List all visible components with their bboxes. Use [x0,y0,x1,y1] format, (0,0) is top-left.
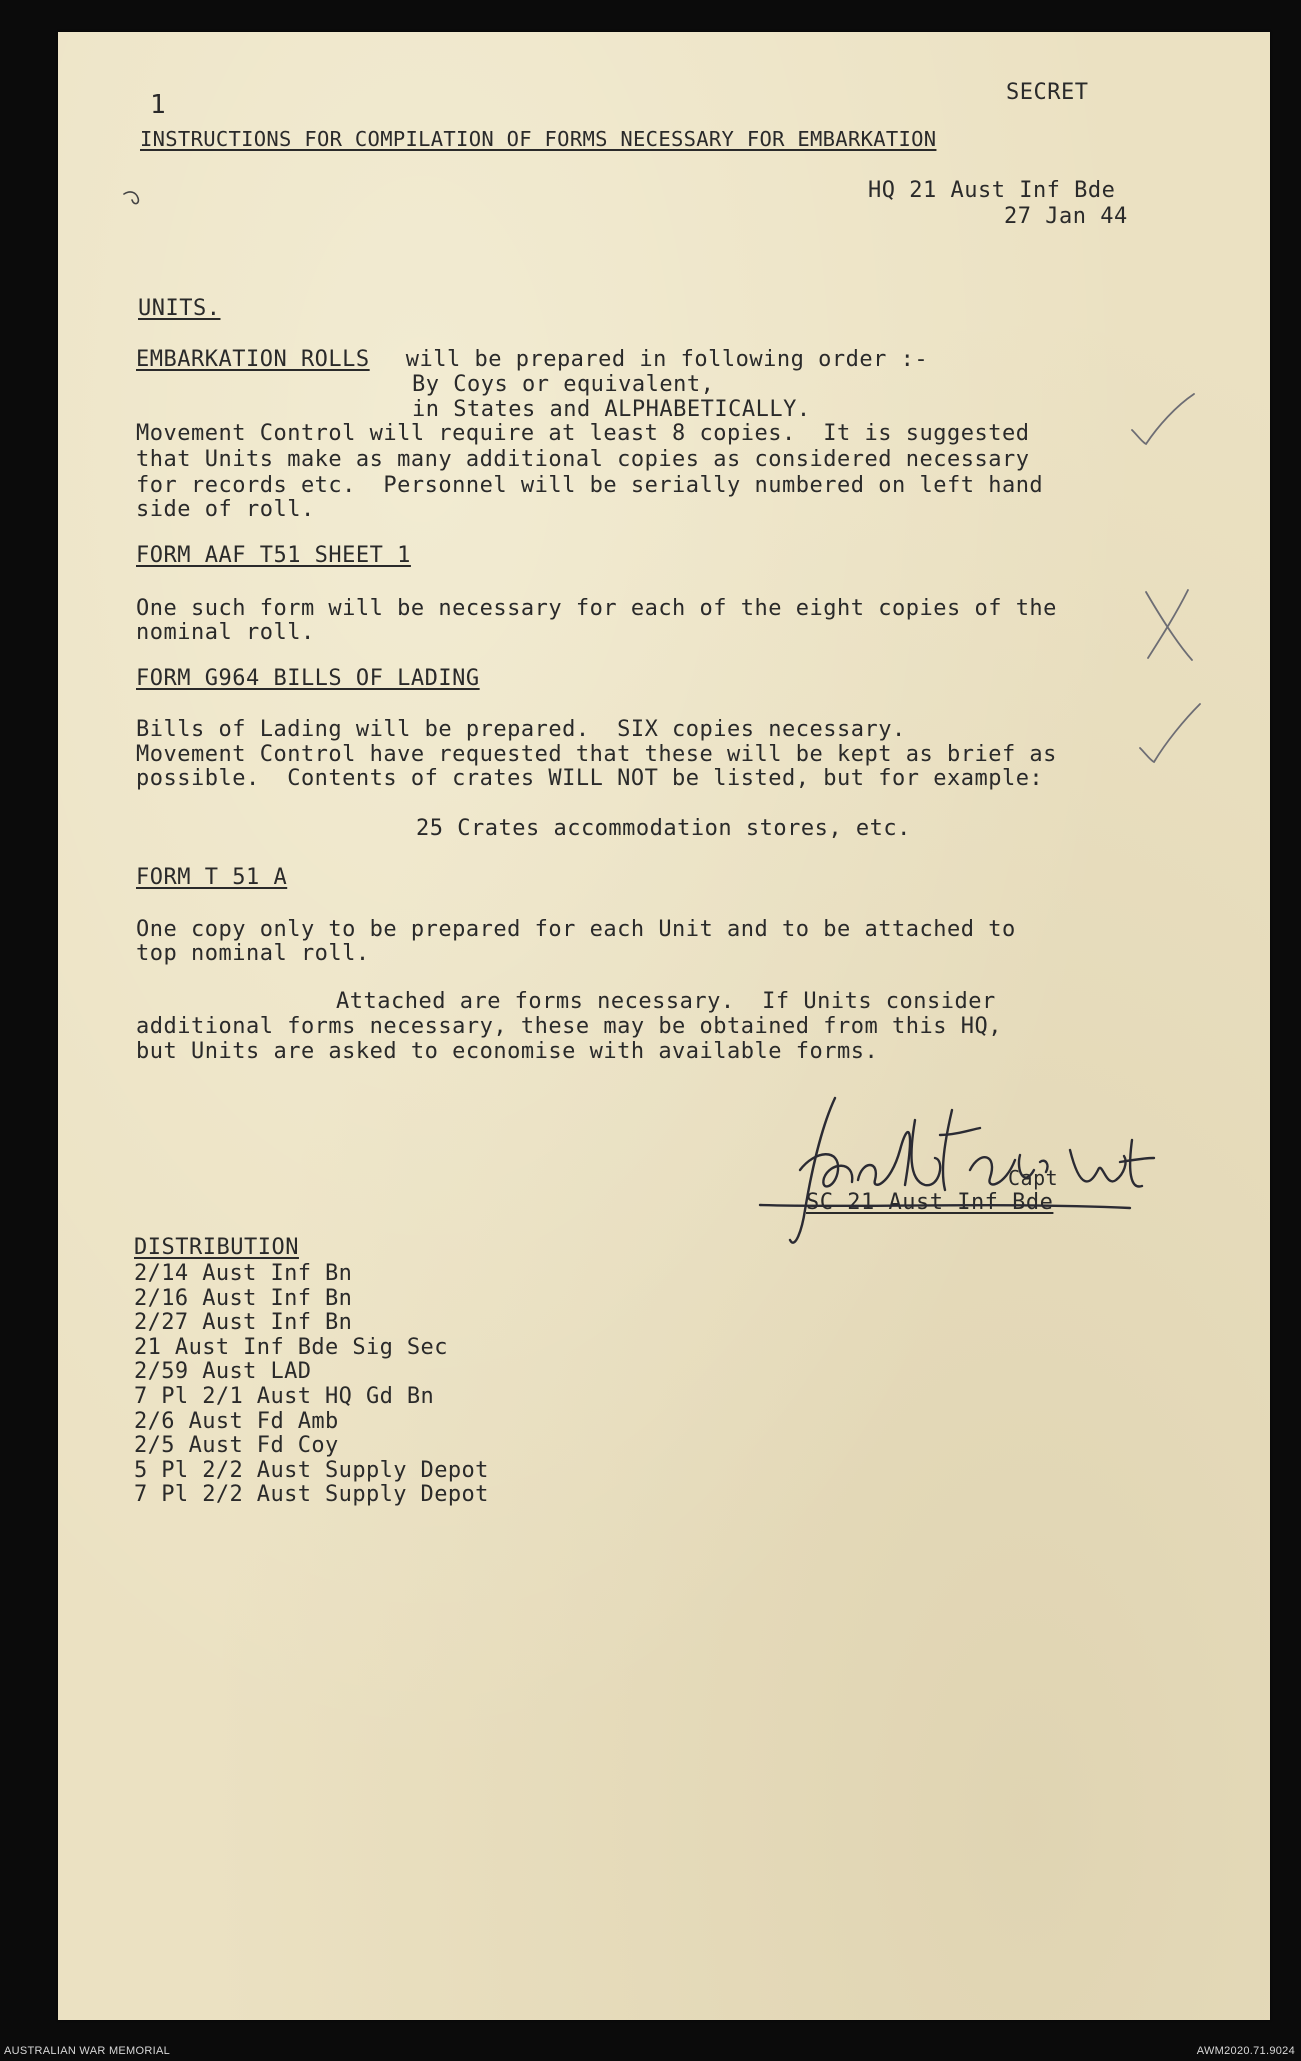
handwritten-signature [740,1090,1160,1250]
embarkation-line: Movement Control will require at least 8 copies. It is suggested [136,421,1030,446]
distribution-item: 7 Pl 2/2 Aust Supply Depot [134,1482,489,1508]
form-t51-line: nominal roll. [136,620,315,645]
corner-mark: 1 [150,90,167,120]
form-t51-heading: FORM AAF T51 SHEET 1 [136,543,411,568]
embarkation-heading: EMBARKATION ROLLS [136,347,370,372]
check-mark-icon [1128,390,1198,450]
signature-appointment: SC 21 Aust Inf Bde [806,1190,1054,1215]
form-g964-line: possible. Contents of crates WILL NOT be listed, but for example: [136,766,1044,791]
embarkation-line: side of roll. [136,497,315,522]
distribution-heading: DISTRIBUTION [134,1235,299,1260]
distribution-item: 2/14 Aust Inf Bn [134,1261,353,1286]
distribution-item: 7 Pl 2/1 Aust HQ Gd Bn [134,1383,435,1409]
form-t51a-line: One copy only to be prepared for each Unit and to be attached to [136,917,1016,942]
distribution-item: 2/59 Aust LAD [134,1359,312,1385]
document-title: INSTRUCTIONS FOR COMPILATION OF FORMS NECESSARY FOR EMBARKATION [140,127,937,151]
classification-label: SECRET [1006,80,1089,105]
footer-accession: AWM2020.71.9024 [1196,2045,1295,2057]
distribution-item: 2/5 Aust Fd Coy [134,1433,339,1459]
closing-line: but Units are asked to economise with available forms. [136,1039,879,1064]
embarkation-line: in States and ALPHABETICALLY. [412,397,811,422]
closing-line: additional forms necessary, these may be obtained from this HQ, [136,1014,1002,1039]
check-mark-icon [1136,700,1206,770]
embarkation-line: that Units make as many additional copies as considered necessary [136,447,1030,472]
embarkation-line: will be prepared in following order :- [392,347,929,372]
distribution-item: 5 Pl 2/2 Aust Supply Depot [134,1457,489,1483]
distribution-item: 2/16 Aust Inf Bn [134,1285,353,1311]
form-t51a-line: top nominal roll. [136,941,370,966]
closing-line: Attached are forms necessary. If Units consider [336,989,996,1014]
embarkation-line: for records etc. Personnel will be serially numbered on left hand [136,473,1044,498]
distribution-item: 21 Aust Inf Bde Sig Sec [134,1334,448,1360]
signature-rank: Capt [1008,1166,1059,1190]
footer-source: AUSTRALIAN WAR MEMORIAL [4,2045,171,2057]
form-g964-line: Bills of Lading will be prepared. SIX copies necessary. [136,717,906,742]
cross-mark-icon [1140,586,1200,666]
form-g964-example: 25 Crates accommodation stores, etc. [416,816,911,841]
date-label: 27 Jan 44 [1004,204,1128,229]
distribution-list [134,1262,489,1508]
form-g964-heading: FORM G964 BILLS OF LADING [136,666,480,691]
form-t51-line: One such form will be necessary for each of the eight copies of the [136,596,1057,621]
hq-label: HQ 21 Aust Inf Bde [868,178,1116,203]
form-g964-line: Movement Control have requested that these will be kept as brief as [136,742,1057,767]
distribution-item: 2/6 Aust Fd Amb [134,1408,339,1434]
units-heading: UNITS. [138,296,221,321]
embarkation-line: By Coys or equivalent, [412,372,715,397]
form-t51a-heading: FORM T 51 A [136,865,288,890]
distribution-item: 2/27 Aust Inf Bn [134,1310,353,1336]
pencil-scribble-icon [118,170,168,220]
